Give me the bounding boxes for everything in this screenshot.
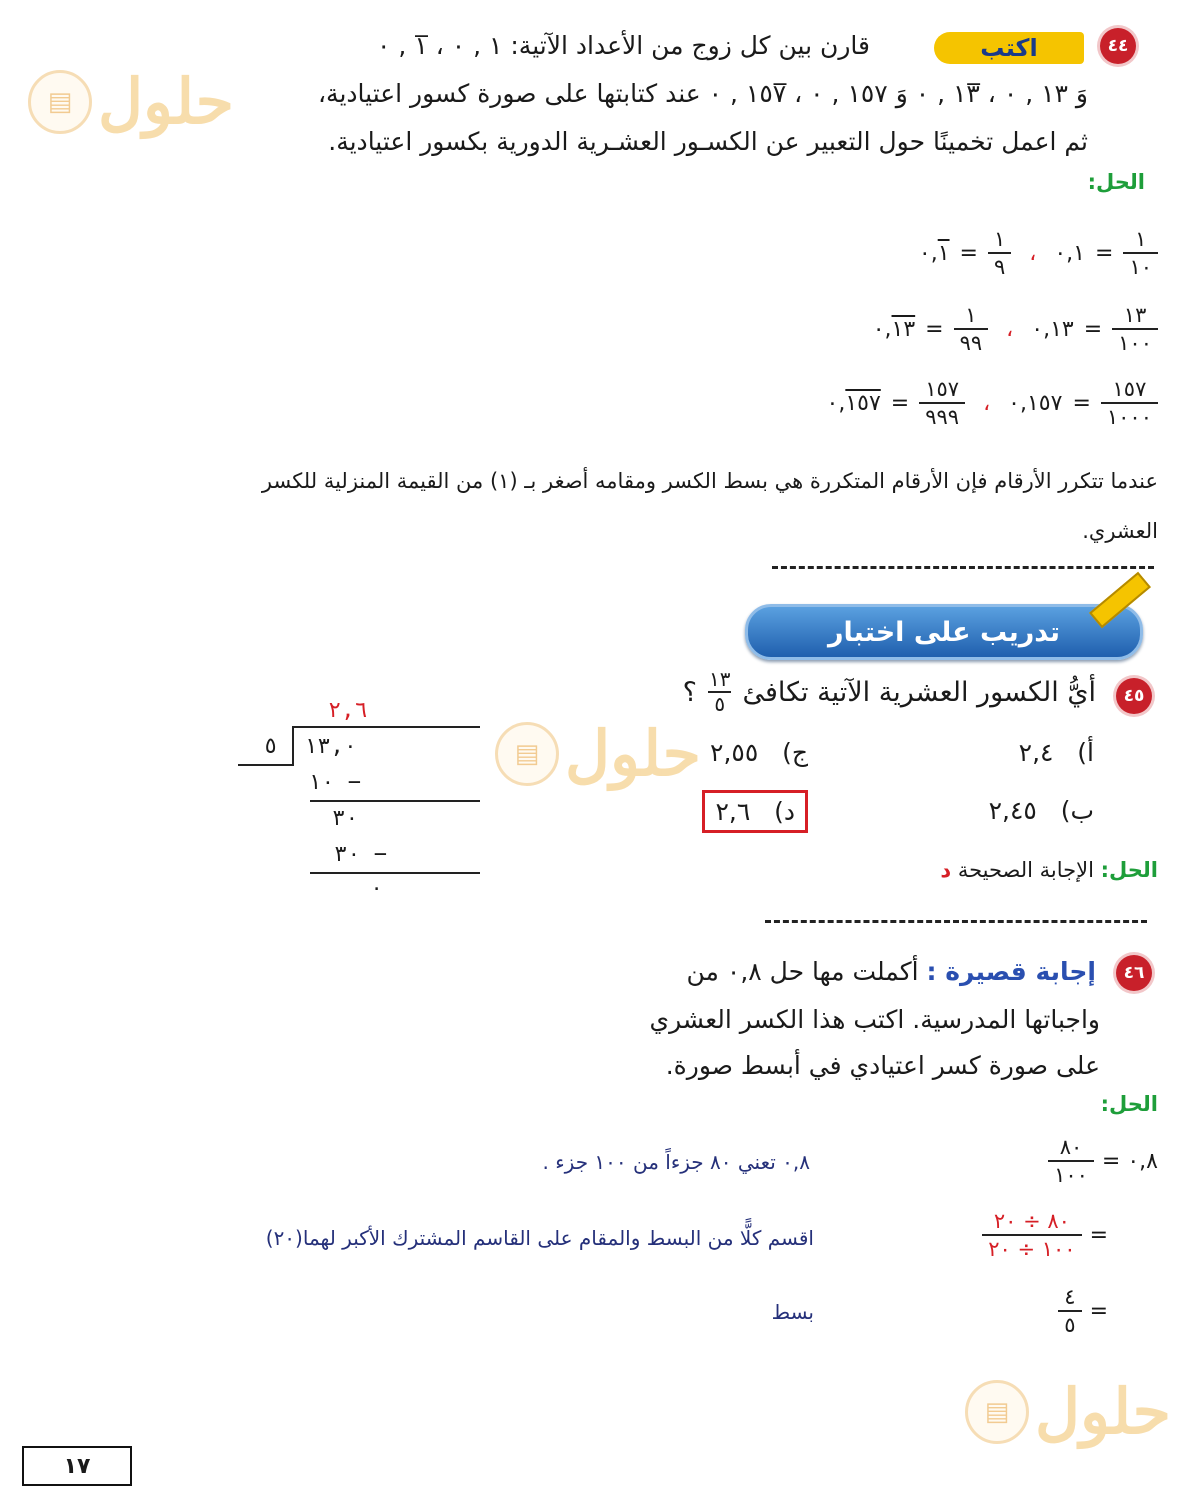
repeating-decimal: ٠,١ (918, 240, 950, 266)
book-icon: ▤ (28, 70, 92, 134)
fraction: $\frac{٨٠}{١٠٠}$ (1048, 1134, 1094, 1188)
fraction: $\frac{١}{٩٩}$ (954, 302, 989, 356)
q46-note-1: ٠,٨ تعني ٨٠ جزءاً من ١٠٠ جزء . (542, 1150, 810, 1174)
choice-d-correct[interactable]: د) ٢,٦ (702, 790, 808, 833)
question-number-45: ٤٥ (1116, 678, 1152, 714)
q45-solution: الحل: الإجابة الصحيحة د (940, 858, 1158, 882)
q46-step-3: = $\frac{٤}{٥}$ (1058, 1284, 1108, 1338)
division-dividend: ١٣,٠ (304, 734, 357, 759)
write-badge-label: اكتب (980, 34, 1038, 62)
q46-line1: إجابة قصيرة : أكملت مها حل ٠,٨ من (686, 957, 1096, 986)
fraction: $\frac{١٣}{١٠٠}$ (1112, 302, 1158, 356)
short-answer-label: إجابة قصيرة : (926, 957, 1096, 986)
q44-conclusion-line1: عندما تتكرر الأرقام فإن الأرقام المتكررة هي بسط الكسر ومقامه أصغر بـ (١) من القيمة المنزلية للكسر (261, 469, 1158, 493)
repeating-decimal: ٠,١٣ (872, 316, 916, 342)
fraction: $\frac{٤}{٥}$ (1058, 1284, 1081, 1338)
q44-eq-row-2: ٠,١٣ = $\frac{١}{٩٩}$ ، ٠,١٣ = $\frac{١٣}{١٠٠}$ (873, 302, 1158, 356)
q46-note-3: بسط (771, 1300, 814, 1324)
q44-line2: وَ ١٣ , ٠ ، ١٣̅ , ٠ وَ ١٥٧ , ٠ ، ١٥٧̅ , ٠ عند كتابتها على صورة كسور اعتيادية، (317, 79, 1088, 108)
fraction: $\frac{٨٠ \div ٢٠}{١٠٠ \div ٢٠}$ (982, 1208, 1081, 1262)
division-bar (292, 726, 480, 728)
choice-a[interactable]: أ) ٢,٤ (1018, 738, 1094, 767)
watermark-bottom: ▤ حلول (965, 1380, 1171, 1444)
decimal: ٠,١٣ (1031, 316, 1074, 342)
book-icon: ▤ (495, 722, 559, 786)
q46-line3: على صورة كسر اعتيادي في أبسط صورة. (665, 1051, 1100, 1080)
repeating-decimal: ٠,١٥٧ (826, 390, 881, 416)
division-quotient: ٢,٦ (328, 698, 368, 723)
question-number-46: ٤٦ (1116, 955, 1152, 991)
division-divisor: ٥ (264, 734, 278, 759)
question-number-44: ٤٤ (1100, 28, 1136, 64)
q44-line1: قارن بين كل زوج من الأعداد الآتية: ١ , ٠ ، ١̅ , ٠ (377, 31, 870, 60)
fraction: $\frac{١٥٧}{١٠٠٠}$ (1101, 376, 1158, 430)
division-step1: ١٠ − (308, 770, 361, 795)
decimal: ٠,١٥٧ (1008, 390, 1063, 416)
q46-step-1: ٠,٨ = $\frac{٨٠}{١٠٠}$ (1048, 1134, 1158, 1188)
q45-question: أيُّ الكسور العشرية الآتية تكافئ $\frac{١٣}{٥}$ ؟ (682, 667, 1096, 716)
division-remainder: ٠ (370, 876, 384, 901)
choice-b[interactable]: ب) ٢,٤٥ (988, 796, 1094, 825)
q44-eq-row-3: ٠,١٥٧ = $\frac{١٥٧}{٩٩٩}$ ، ٠,١٥٧ = $\frac{١٥٧}{١٠٠٠}$ (827, 376, 1158, 430)
division-line1 (310, 800, 480, 802)
q46-line2: واجباتها المدرسية. اكتب هذا الكسر العشري (649, 1005, 1100, 1034)
fraction: $\frac{١٥٧}{٩٩٩}$ (919, 376, 965, 430)
division-step3: ٣٠ − (334, 842, 387, 867)
banner-label: تدريب على اختبار (827, 616, 1061, 648)
fraction: $\frac{١}{١٠}$ (1123, 226, 1158, 280)
watermark-middle: ▤ حلول (495, 722, 701, 786)
book-icon: ▤ (965, 1380, 1029, 1444)
decimal: ٠,١ (1054, 240, 1085, 266)
divider-2 (765, 920, 1147, 923)
q46-note-2: اقسم كلًّا من البسط والمقام على القاسم المشترك الأكبر لهما(٢٠) (265, 1226, 814, 1250)
watermark-top: ▤ حلول (28, 70, 234, 134)
fraction: $\frac{١٣}{٥}$ (709, 667, 731, 716)
fraction: $\frac{١}{٩}$ (988, 226, 1011, 280)
q46-step-2: = $\frac{٨٠ \div ٢٠}{١٠٠ \div ٢٠}$ (982, 1208, 1108, 1262)
write-badge (934, 32, 1084, 64)
divider-1 (772, 566, 1154, 569)
test-practice-banner (745, 604, 1143, 660)
division-step2: ٣٠ (332, 806, 359, 831)
division-bracket (292, 726, 294, 766)
q46-solution-label: الحل: (1100, 1092, 1158, 1116)
q44-solution-label: الحل: (1087, 170, 1145, 194)
division-line2 (310, 872, 480, 874)
choice-c[interactable]: ج) ٢,٥٥ (710, 738, 808, 767)
q44-conclusion-line2: العشري. (1082, 519, 1158, 543)
q44-eq-row-1: ٠,١ = $\frac{١}{٩}$ ، ٠,١ = $\frac{١}{١٠}$ (919, 226, 1158, 280)
page-number: ١٧ (22, 1446, 132, 1486)
division-base (238, 764, 294, 766)
q44-line3: ثم اعمل تخمينًا حول التعبير عن الكسـور العشـرية الدورية بكسور اعتيادية. (328, 127, 1088, 156)
